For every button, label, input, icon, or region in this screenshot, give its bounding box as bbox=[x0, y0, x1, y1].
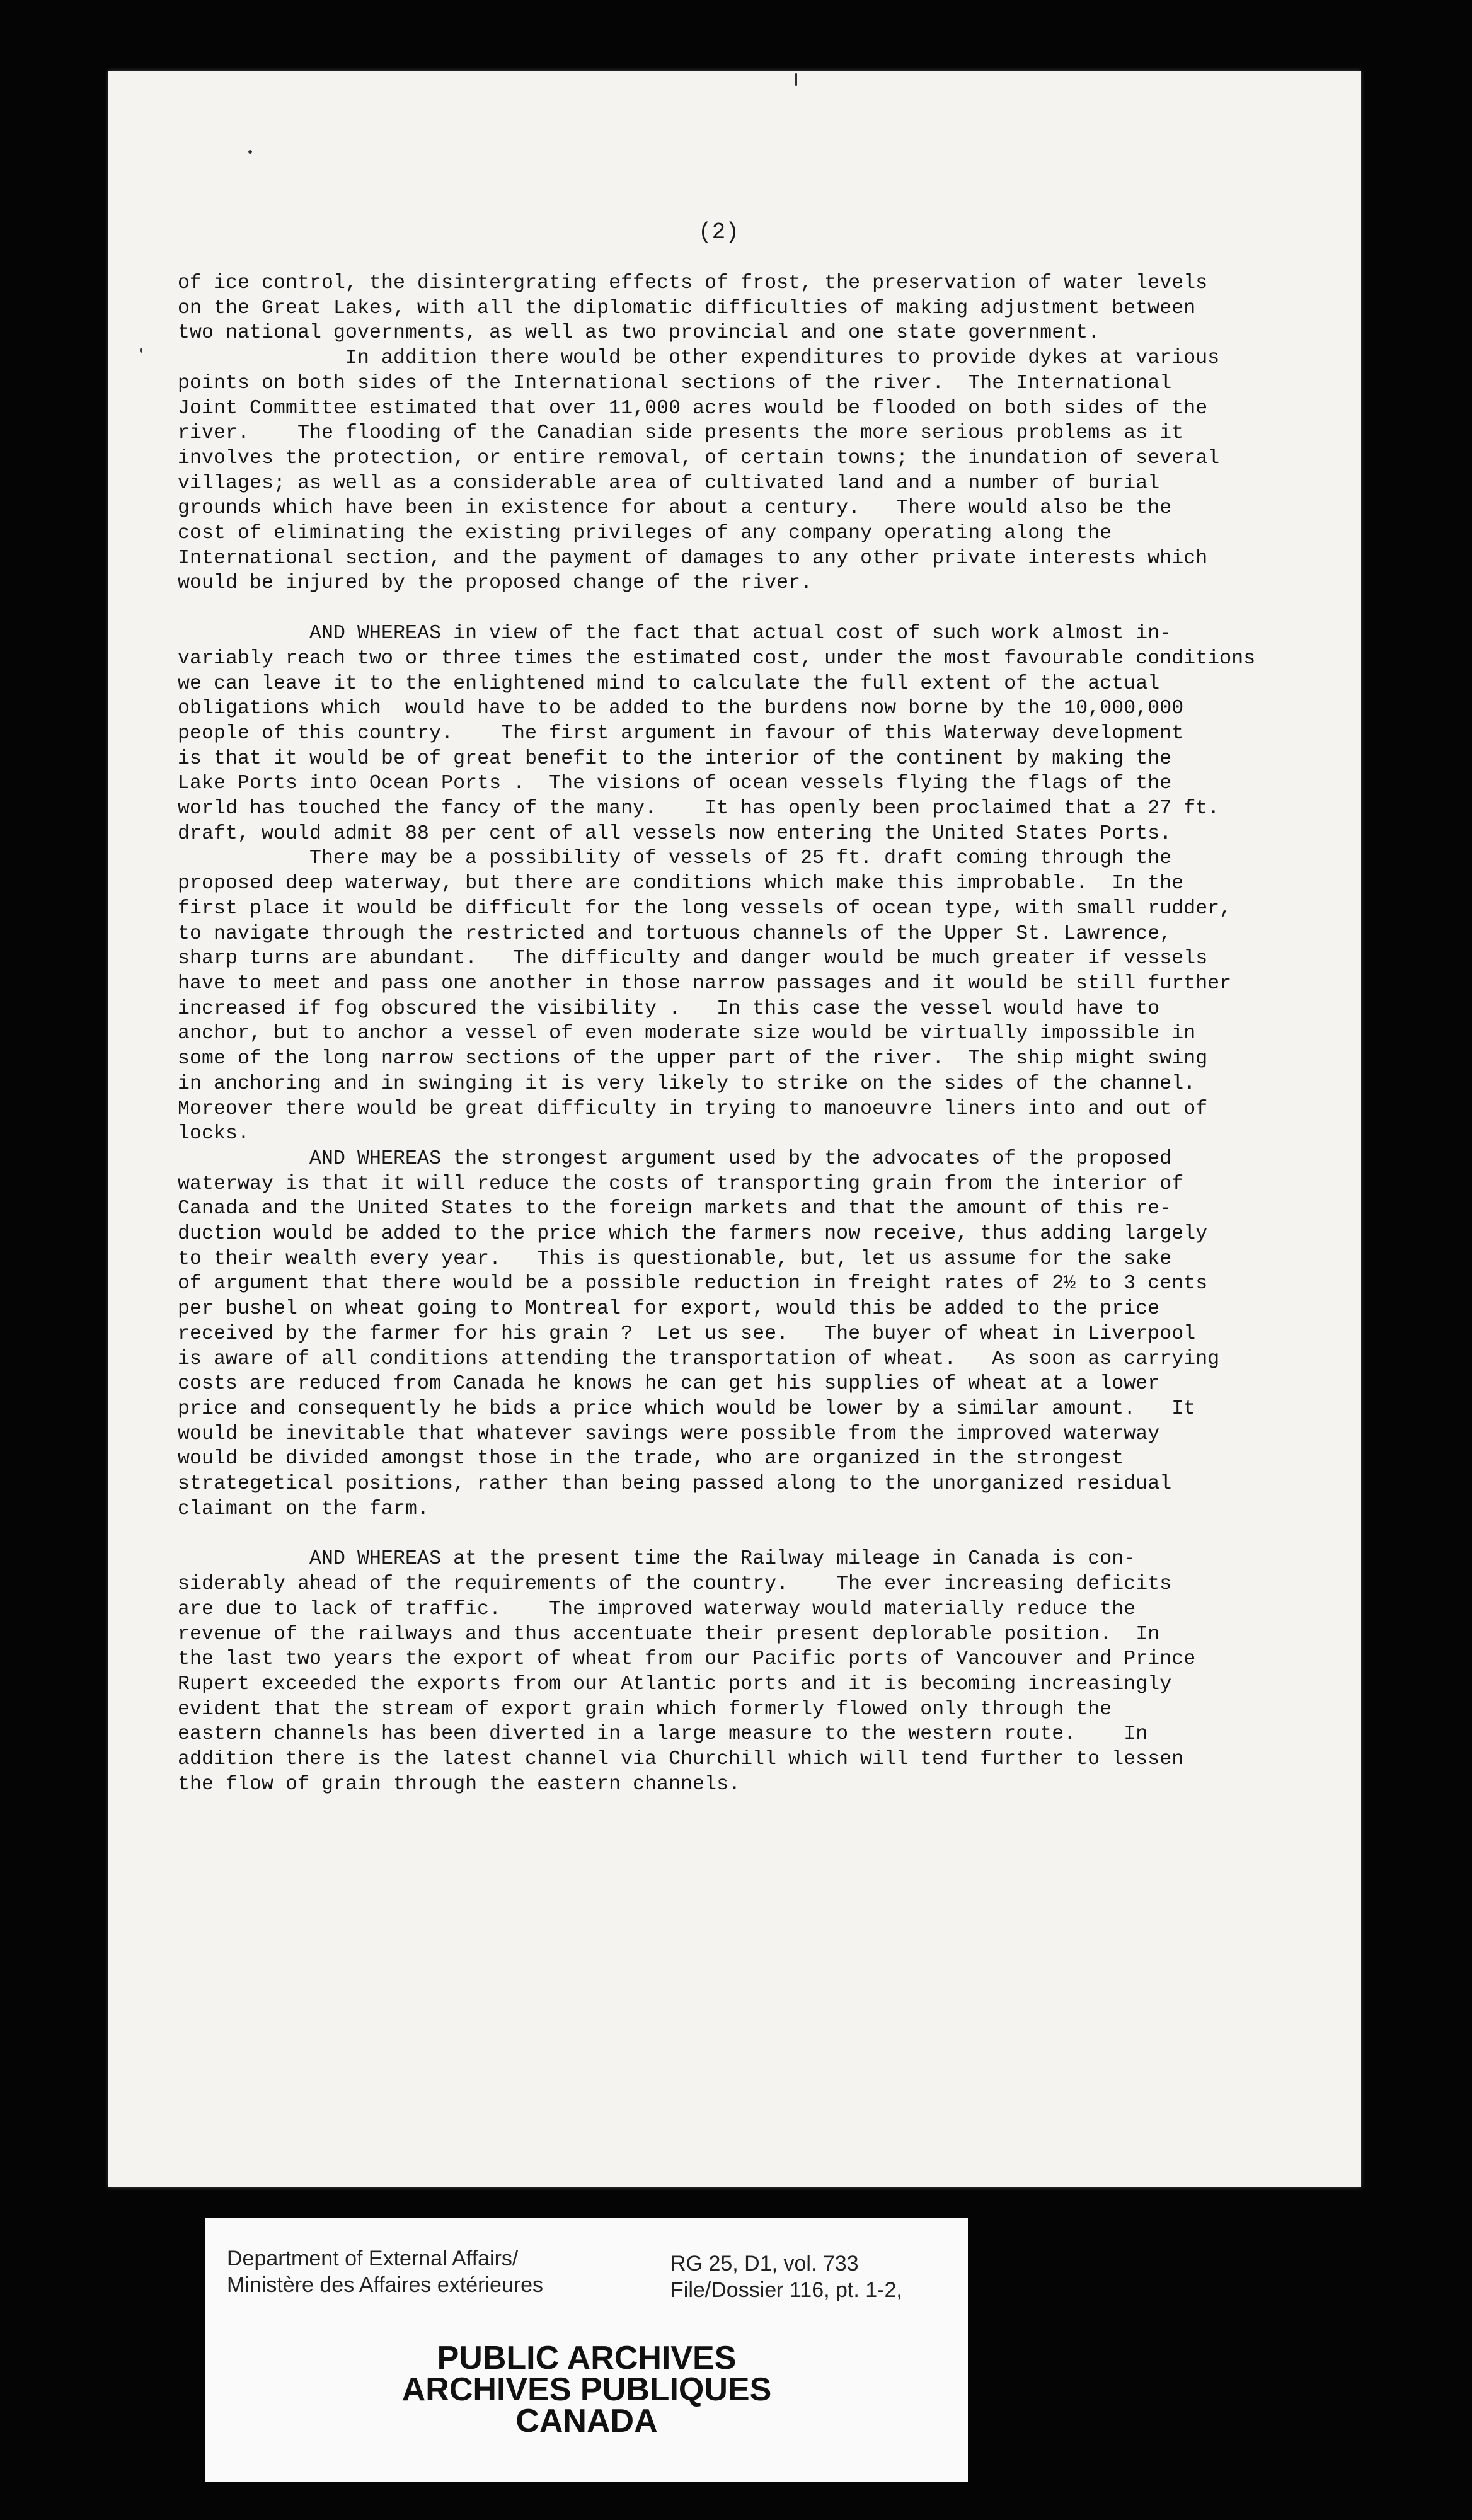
body-text-line: villages; as well as a considerable area of cultivated land and a number of burial bbox=[178, 472, 1160, 495]
body-text-line: have to meet and pass one another in those narrow passages and it would be still further bbox=[178, 972, 1232, 995]
body-text-line: grounds which have been in existence for about a century. There would also be the bbox=[178, 497, 1172, 520]
body-text-line: duction would be added to the price which the farmers now receive, thus adding largely bbox=[178, 1223, 1208, 1246]
paragraph-gap bbox=[178, 1521, 1350, 1547]
archives-stamp bbox=[205, 2325, 968, 2482]
department-english: Department of External Affairs/ bbox=[227, 2247, 519, 2271]
body-text-line: would be divided amongst those in the trade, who are organized in the strongest bbox=[178, 1448, 1124, 1470]
body-text-line: some of the long narrow sections of the upper part of the river. The ship might swing bbox=[178, 1048, 1208, 1070]
paper-speck bbox=[795, 73, 797, 86]
body-text-line: There may be a possibility of vessels of 25 ft. draft coming through the bbox=[178, 847, 1172, 870]
body-text-line: strategetical positions, rather than being passed along to the unorganized residual bbox=[178, 1473, 1172, 1496]
archive-reference-label bbox=[205, 2218, 968, 2325]
body-text-line: revenue of the railways and thus accentuate their present deplorable position. In bbox=[178, 1623, 1160, 1646]
stamp-line-public-archives: PUBLIC ARCHIVES bbox=[437, 2340, 737, 2376]
paper-speck bbox=[140, 348, 142, 353]
paragraph-gap bbox=[178, 596, 1350, 621]
body-text-line: are due to lack of traffic. The improved waterway would materially reduce the bbox=[178, 1598, 1136, 1620]
body-text-line: anchor, but to anchor a vessel of even moderate size would be virtually impossible in bbox=[178, 1022, 1196, 1045]
body-text-line: the last two years the export of wheat from our Pacific ports of Vancouver and Prince bbox=[178, 1648, 1196, 1671]
body-text-line: world has touched the fancy of the many. It has openly been proclaimed that a 27 ft. bbox=[178, 798, 1220, 820]
body-text-line: cost of eliminating the existing privileges of any company operating along the bbox=[178, 522, 1112, 545]
body-text-line: people of this country. The first argument in favour of this Waterway development bbox=[178, 722, 1184, 745]
body-text-line: AND WHEREAS at the present time the Railway mileage in Canada is con- bbox=[178, 1548, 1136, 1571]
body-text-line: locks. bbox=[178, 1123, 250, 1145]
body-text-line: draft, would admit 88 per cent of all vessels now entering the United States Ports. bbox=[178, 822, 1172, 845]
body-text-line: to navigate through the restricted and tortuous channels of the Upper St. Lawrence, bbox=[178, 922, 1172, 945]
body-text-line: AND WHEREAS the strongest argument used by the advocates of the proposed bbox=[178, 1147, 1172, 1170]
body-text-line: is aware of all conditions attending the transportation of wheat. As soon as carrying bbox=[178, 1348, 1220, 1370]
record-group-volume: RG 25, D1, vol. 733 bbox=[670, 2252, 859, 2276]
body-text-line: to their wealth every year. This is questionable, but, let us assume for the sake bbox=[178, 1247, 1172, 1270]
body-text-line: AND WHEREAS in view of the fact that actual cost of such work almost in- bbox=[178, 622, 1172, 645]
body-text-line: of argument that there would be a possible reduction in freight rates of 2½ to 3 cents bbox=[178, 1273, 1208, 1295]
body-text-line: obligations which would have to be added to the burdens now borne by the 10,000,000 bbox=[178, 697, 1184, 720]
body-text-line: sharp turns are abundant. The difficulty and danger would be much greater if vessels bbox=[178, 948, 1208, 970]
body-text-line: would be inevitable that whatever savings were possible from the improved waterway bbox=[178, 1423, 1160, 1445]
body-text-line: Joint Committee estimated that over 11,000 acres would be flooded on both sides of the bbox=[178, 397, 1208, 420]
body-text-line: river. The flooding of the Canadian side presents the more serious problems as it bbox=[178, 422, 1184, 445]
body-text-line: Moreover there would be great difficulty in trying to manoeuvre liners into and out of bbox=[178, 1097, 1208, 1120]
file-reference-block bbox=[670, 2250, 902, 2303]
file-dossier-number: File/Dossier 116, pt. 1-2, bbox=[670, 2278, 902, 2302]
document-body bbox=[178, 271, 1350, 1797]
body-text-line: is that it would be of great benefit to the interior of the continent by making the bbox=[178, 747, 1172, 770]
body-text-line: Lake Ports into Ocean Ports . The visions of ocean vessels flying the flags of the bbox=[178, 772, 1172, 795]
department-block bbox=[227, 2245, 543, 2298]
body-text-line: two national governments, as well as two provincial and one state government. bbox=[178, 322, 1100, 345]
body-text-line: price and consequently he bids a price which would be lower by a similar amount. It bbox=[178, 1397, 1196, 1420]
department-french: Ministère des Affaires extérieures bbox=[227, 2273, 544, 2297]
body-text-line: variably reach two or three times the estimated cost, under the most favourable conditions bbox=[178, 647, 1256, 670]
body-text-line: siderably ahead of the requirements of the country. The ever increasing deficits bbox=[178, 1573, 1172, 1596]
body-text-line: eastern channels has been diverted in a large measure to the western route. In bbox=[178, 1723, 1148, 1746]
body-text-line: received by the farmer for his grain ? Let us see. The buyer of wheat in Liverpool bbox=[178, 1322, 1196, 1345]
body-text-line: in anchoring and in swinging it is very likely to strike on the sides of the channel. bbox=[178, 1072, 1196, 1095]
stamp-line-canada: CANADA bbox=[515, 2403, 658, 2439]
paper-speck bbox=[248, 150, 252, 154]
body-text-line: of ice control, the disintergrating effects of frost, the preservation of water levels bbox=[178, 272, 1208, 294]
body-text-line: involves the protection, or entire removal, of certain towns; the inundation of several bbox=[178, 447, 1220, 469]
body-text-line: claimant on the farm. bbox=[178, 1498, 430, 1520]
stamp-line-archives-publiques: ARCHIVES PUBLIQUES bbox=[401, 2371, 772, 2408]
body-text-line: proposed deep waterway, but there are conditions which make this improbable. In the bbox=[178, 873, 1184, 895]
body-text-line: points on both sides of the International sections of the river. The International bbox=[178, 372, 1172, 394]
body-text-line: would be injured by the proposed change of the river. bbox=[178, 572, 813, 595]
body-text-line: Rupert exceeded the exports from our Atlantic ports and it is becoming increasingly bbox=[178, 1673, 1172, 1695]
body-text-line: per bushel on wheat going to Montreal for export, would this be added to the price bbox=[178, 1298, 1160, 1320]
body-text-line: costs are reduced from Canada he knows he can get his supplies of wheat at a lower bbox=[178, 1373, 1160, 1395]
body-text-line: waterway is that it will reduce the costs of transporting grain from the interior of bbox=[178, 1172, 1184, 1195]
body-text-line: Canada and the United States to the foreign markets and that the amount of this re- bbox=[178, 1198, 1172, 1220]
page-number: (2) bbox=[698, 219, 739, 245]
body-text-line: In addition there would be other expenditures to provide dykes at various bbox=[178, 347, 1220, 370]
body-text-line: on the Great Lakes, with all the diplomatic difficulties of making adjustment between bbox=[178, 297, 1196, 319]
body-text-line: evident that the stream of export grain which formerly flowed only through the bbox=[178, 1698, 1112, 1721]
body-text-line: increased if fog obscured the visibility . In this case the vessel would have to bbox=[178, 997, 1160, 1020]
body-text-line: International section, and the payment of damages to any other private interests which bbox=[178, 547, 1208, 570]
body-text-line: addition there is the latest channel via Churchill which will tend further to lessen bbox=[178, 1748, 1184, 1771]
body-text-line: first place it would be difficult for the long vessels of ocean type, with small rudder, bbox=[178, 897, 1232, 920]
body-text-line: the flow of grain through the eastern channels. bbox=[178, 1773, 741, 1796]
body-text-line: we can leave it to the enlightened mind to calculate the full extent of the actual bbox=[178, 672, 1160, 695]
